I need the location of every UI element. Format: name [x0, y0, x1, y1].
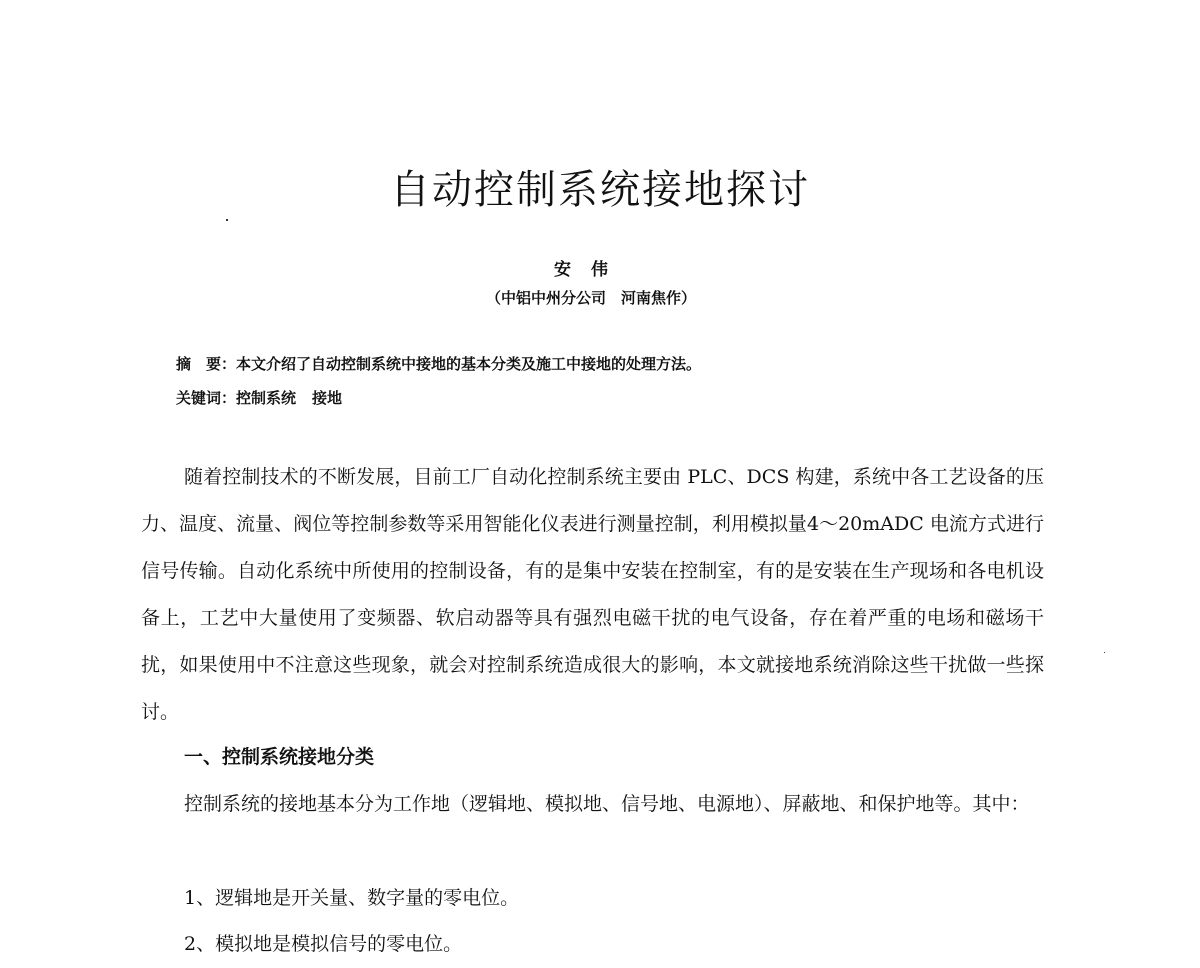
- keywords-line: [176, 387, 342, 408]
- paper-title: 自动控制系统接地探讨: [390, 167, 810, 213]
- abstract-label: 摘 要：: [176, 355, 237, 373]
- list-item: 1、逻辑地是开关量、数字量的零电位。: [184, 887, 520, 909]
- keyword-item: 控制系统: [236, 389, 297, 407]
- author-affiliation: （中铝中州分公司 河南焦作）: [485, 289, 696, 307]
- section-intro-paragraph: 控制系统的接地基本分为工作地（逻辑地、模拟地、信号地、电源地）、屏蔽地、和保护地等。其中：: [184, 793, 1030, 815]
- abstract-text: 本文介绍了自动控制系统中接地的基本分类及施工中接地的处理方法。: [236, 355, 702, 373]
- keyword-item: 接地: [312, 389, 343, 407]
- scan-speck: [1104, 652, 1105, 653]
- body-paragraph: 随着控制技术的不断发展，目前工厂自动化控制系统主要由 PLC、DCS 构建，系统中各工艺设备的压力、温度、流量、阀位等控制参数等采用智能化仪表进行测量控制，利用模拟量4～20mADC 电流方式进行信号传输。自动化系统中所使用的控制设备，有的是集中安装在控制室，有的是安装在生产现场和各电机设备上，工艺中大量使用了变频器、软启动器等具有强烈电磁干扰的电气设备，存在着严重的电场和磁场干扰，如果使用中不注意这些现象，就会对控制系统造成很大的影响，本文就接地系统消除这些干扰做一些探讨。: [141, 466, 1044, 723]
- keywords-label: 关键词：: [176, 389, 237, 407]
- section-heading: 一、控制系统接地分类: [184, 746, 375, 768]
- author-name: 安伟: [554, 260, 628, 280]
- abstract-line: [176, 353, 701, 374]
- scan-speck: [226, 219, 228, 221]
- list-item: 2、模拟地是模拟信号的零电位。: [184, 933, 463, 955]
